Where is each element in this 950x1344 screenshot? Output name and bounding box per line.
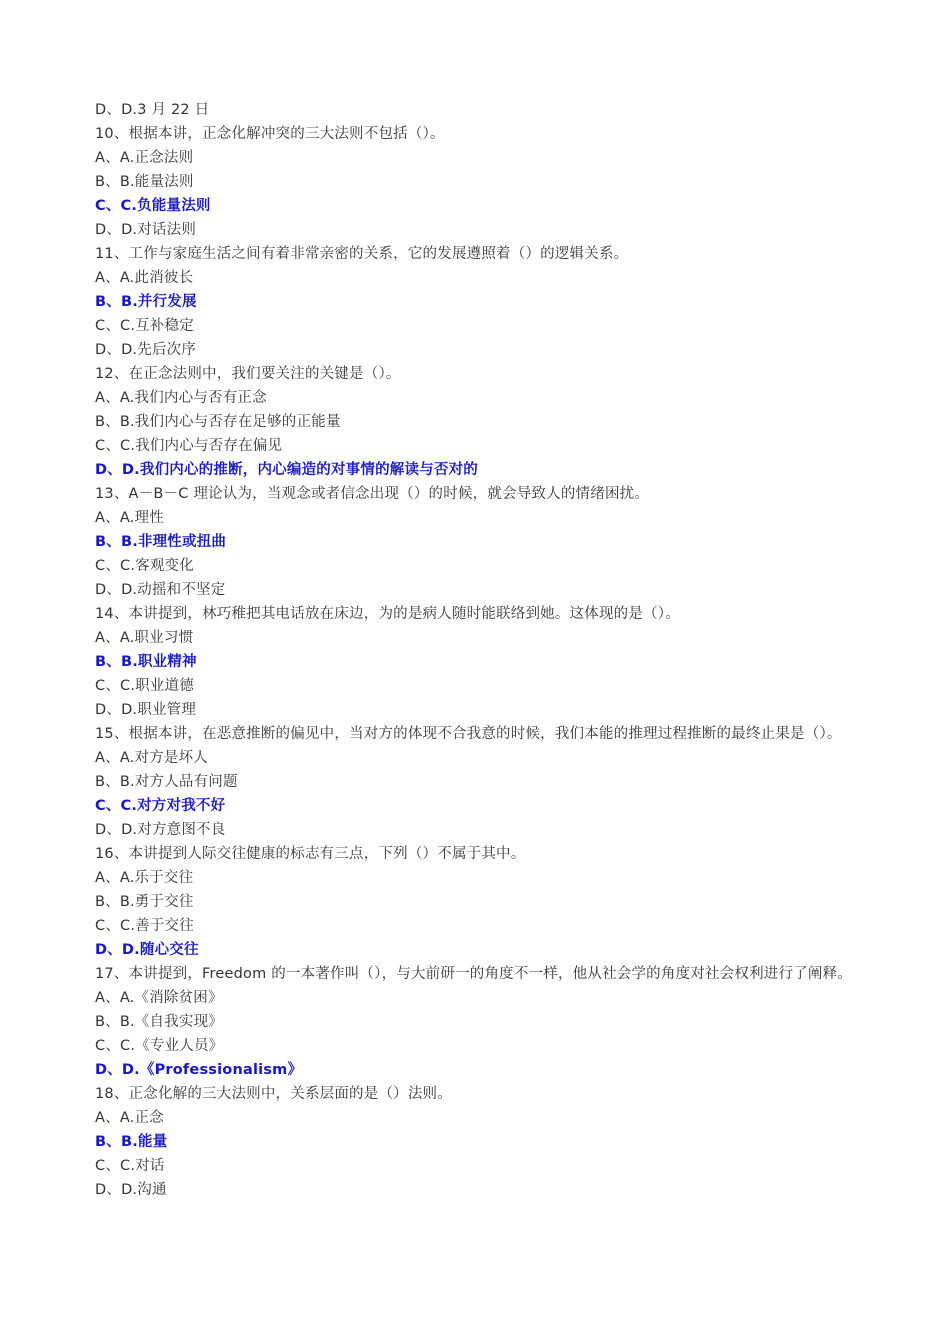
option-line: C、C.我们内心与否存在偏见 (95, 438, 283, 454)
option-line: C、C.对话 (95, 1158, 165, 1174)
option-line: B、B.《自我实现》 (95, 1014, 224, 1030)
option-line: D、D.动摇和不坚定 (95, 582, 226, 598)
answer-line: B、B.职业精神 (95, 654, 197, 670)
option-line: A、A.《消除贫困》 (95, 990, 223, 1006)
question-line: 16、本讲提到人际交往健康的标志有三点，下列（）不属于其中。 (95, 846, 526, 862)
option-line: D、D.沟通 (95, 1182, 167, 1198)
option-line: A、A.此消彼长 (95, 270, 194, 286)
option-line: B、B.能量法则 (95, 174, 194, 190)
option-line: D、D.3 月 22 日 (95, 102, 210, 118)
answer-line: B、B.能量 (95, 1134, 168, 1150)
option-line: B、B.对方人品有问题 (95, 774, 238, 790)
option-line: D、D.对方意图不良 (95, 822, 226, 838)
option-line: A、A.我们内心与否有正念 (95, 390, 267, 406)
question-line: 14、本讲提到，林巧稚把其电话放在床边，为的是病人随时能联络到她。这体现的是（）。 (95, 606, 680, 622)
answer-line: B、B.非理性或扭曲 (95, 534, 227, 550)
question-line: 10、根据本讲，正念化解冲突的三大法则不包括（）。 (95, 126, 445, 142)
option-line: B、B.我们内心与否存在足够的正能量 (95, 414, 341, 430)
option-line: C、C.职业道德 (95, 678, 194, 694)
question-line: 11、工作与家庭生活之间有着非常亲密的关系，它的发展遵照着（）的逻辑关系。 (95, 246, 629, 262)
question-line: 15、根据本讲，在恶意推断的偏见中，当对方的体现不合我意的时候，我们本能的推理过程推断的最终止果是（）。 (95, 726, 842, 742)
question-line: 18、正念化解的三大法则中，关系层面的是（）法则。 (95, 1086, 452, 1102)
option-line: C、C.《专业人员》 (95, 1038, 224, 1054)
option-line: C、C.善于交往 (95, 918, 194, 934)
option-line: D、D.先后次序 (95, 342, 197, 358)
answer-line: B、B.并行发展 (95, 294, 197, 310)
question-line: 12、在正念法则中，我们要关注的关键是（）。 (95, 366, 401, 382)
option-line: A、A.对方是坏人 (95, 750, 208, 766)
option-line: A、A.正念法则 (95, 150, 194, 166)
answer-line: D、D.我们内心的推断，内心编造的对事情的解读与否对的 (95, 462, 478, 478)
option-line: B、B.勇于交往 (95, 894, 194, 910)
option-line: D、D.对话法则 (95, 222, 197, 238)
document-body (95, 98, 855, 1202)
answer-line: C、C.负能量法则 (95, 198, 211, 214)
option-line: A、A.职业习惯 (95, 630, 194, 646)
answer-line: C、C.对方对我不好 (95, 798, 226, 814)
answer-line: D、D.随心交往 (95, 942, 199, 958)
option-line: D、D.职业管理 (95, 702, 197, 718)
answer-line: D、D.《Professionalism》 (95, 1062, 303, 1078)
question-line: 13、A－B－C 理论认为，当观念或者信念出现（）的时候，就会导致人的情绪困扰。 (95, 486, 650, 502)
option-line: A、A.理性 (95, 510, 164, 526)
question-line: 17、本讲提到，Freedom 的一本著作叫（），与大前研一的角度不一样，他从社会学的角度对社会权利进行了阐释。 (95, 966, 852, 982)
option-line: C、C.客观变化 (95, 558, 194, 574)
option-line: A、A.正念 (95, 1110, 164, 1126)
option-line: A、A.乐于交往 (95, 870, 194, 886)
option-line: C、C.互补稳定 (95, 318, 194, 334)
